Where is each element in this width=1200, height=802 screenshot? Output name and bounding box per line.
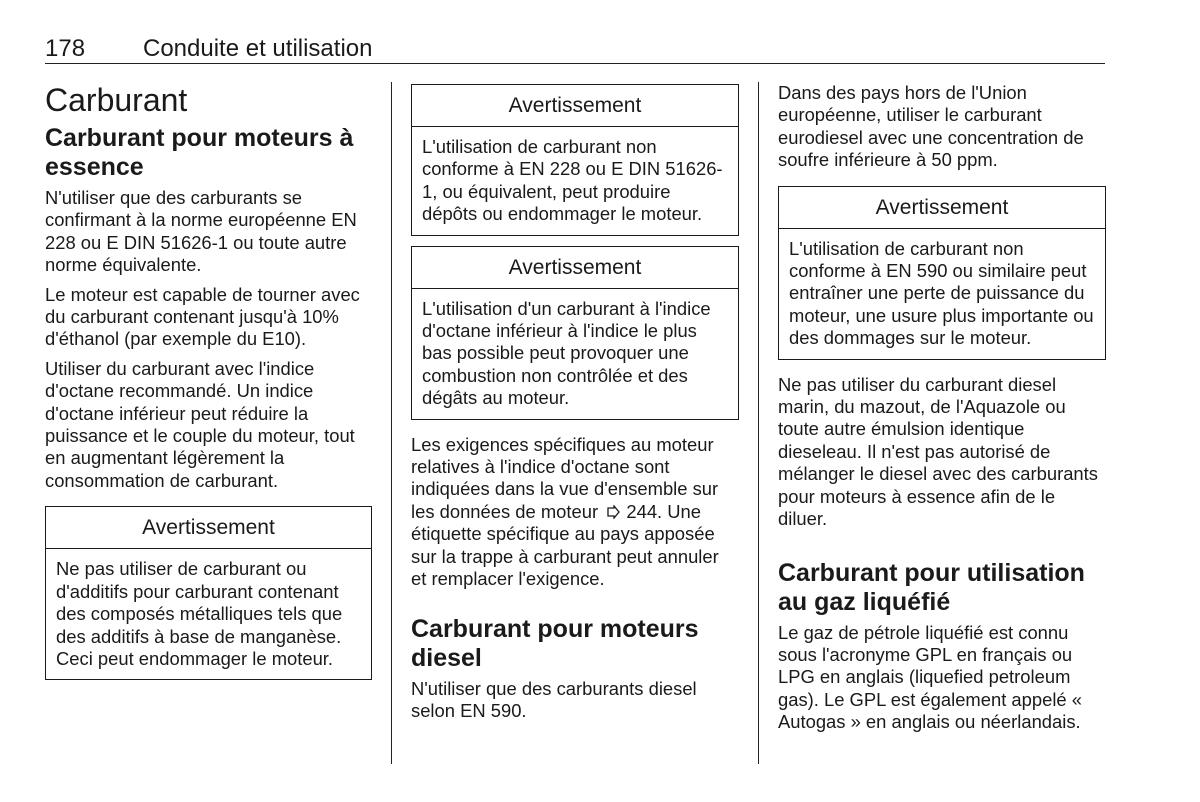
subsection-title-gpl: Carburant pour utilisation au gaz liquéfié (778, 558, 1085, 616)
warning-body: Ne pas utiliser de carburant ou d'additifs pour carburant contenant des composés métalliques tels que des additifs à base de manganèse. Ceci peut endommager le moteur. (56, 558, 343, 669)
warning-title: Avertissement (412, 85, 738, 127)
paragraph-diesel-marin: Ne pas utiliser du carburant diesel marin, du mazout, de l'Aquazole ou toute autre émulsion identique dieseleau. Il n'est pas autorisé de mélanger le diesel avec des carburants pour moteurs à essence afin de le diluer. (778, 373, 1098, 530)
column-1 (45, 82, 372, 690)
warning-title: Avertissement (412, 247, 738, 289)
page-header (45, 33, 1105, 65)
paragraph-text-before-ref: Les exigences spécifiques au moteur relatives à l'indice d'octane sont indiquées dans la vue d'ensemble sur les données de moteur (411, 433, 719, 522)
paragraph-eurodiesel: Dans des pays hors de l'Union européenne, utiliser le carburant eurodiesel avec une concentration de soufre inférieure à 50 ppm. (778, 82, 1084, 171)
column-3 (778, 82, 1106, 741)
warning-title: Avertissement (46, 507, 371, 549)
paragraph-text-after-ref: . Une étiquette spécifique au pays apposée sur la trappe à carburant peut annuler et remplacer l'exigence. (411, 500, 719, 590)
warning-box-en228 (411, 84, 739, 236)
column-divider-right (758, 82, 759, 764)
warning-box-additifs (45, 506, 372, 680)
warning-box-octane (411, 246, 739, 420)
column-divider-left (391, 82, 392, 764)
column-2 (411, 82, 739, 729)
page-number: 178 (45, 35, 86, 62)
paragraph-octane: Utiliser du carburant avec l'indice d'octane recommandé. Un indice d'octane inférieur peut réduire la puissance et le couple du moteur, tout en augmentant légèrement la consommation de carburant. (45, 357, 355, 491)
warning-title: Avertissement (779, 187, 1105, 229)
subsection-title-diesel: Carburant pour moteurs diesel (411, 614, 699, 672)
paragraph-ethanol: Le moteur est capable de tourner avec du carburant contenant jusqu'à 10% d'éthanol (par exemple du E10). (45, 283, 360, 350)
page-reference-link[interactable] (603, 501, 657, 522)
page-reference-arrow-icon (606, 505, 621, 519)
warning-body: L'utilisation de carburant non conforme à EN 228 ou E DIN 51626-1, ou équivalent, peut produire dépôts ou endommager le moteur. (422, 136, 723, 225)
paragraph-norme: N'utiliser que des carburants se confirmant à la norme européenne EN 228 ou E DIN 51626-1 ou toute autre norme équivalente. (45, 187, 357, 276)
subsection-title-essence: Carburant pour moteurs à essence (45, 124, 354, 181)
running-title: Conduite et utilisation (143, 35, 373, 62)
warning-box-en590 (778, 186, 1106, 360)
warning-body: L'utilisation de carburant non conforme à EN 590 ou similaire peut entraîner une perte de puissance du moteur, une usure plus importante ou des dommages sur le moteur. (789, 237, 1094, 349)
section-title: Carburant (45, 82, 188, 118)
paragraph-exigences (411, 434, 739, 591)
header-rule (45, 63, 1105, 64)
warning-body: L'utilisation d'un carburant à l'indice d'octane inférieur à l'indice le plus bas possible peut provoquer une combustion non contrôlée et des dégâts au moteur. (422, 297, 711, 409)
paragraph-en590: N'utiliser que des carburants diesel selon EN 590. (411, 677, 697, 721)
page-reference-number: 244 (626, 500, 658, 522)
paragraph-gpl: Le gaz de pétrole liquéfié est connu sous l'acronyme GPL en français ou LPG en anglais (liquefied petroleum gas). Le GPL est également appelé « Autogas » en anglais ou néerlandais. (778, 621, 1082, 733)
